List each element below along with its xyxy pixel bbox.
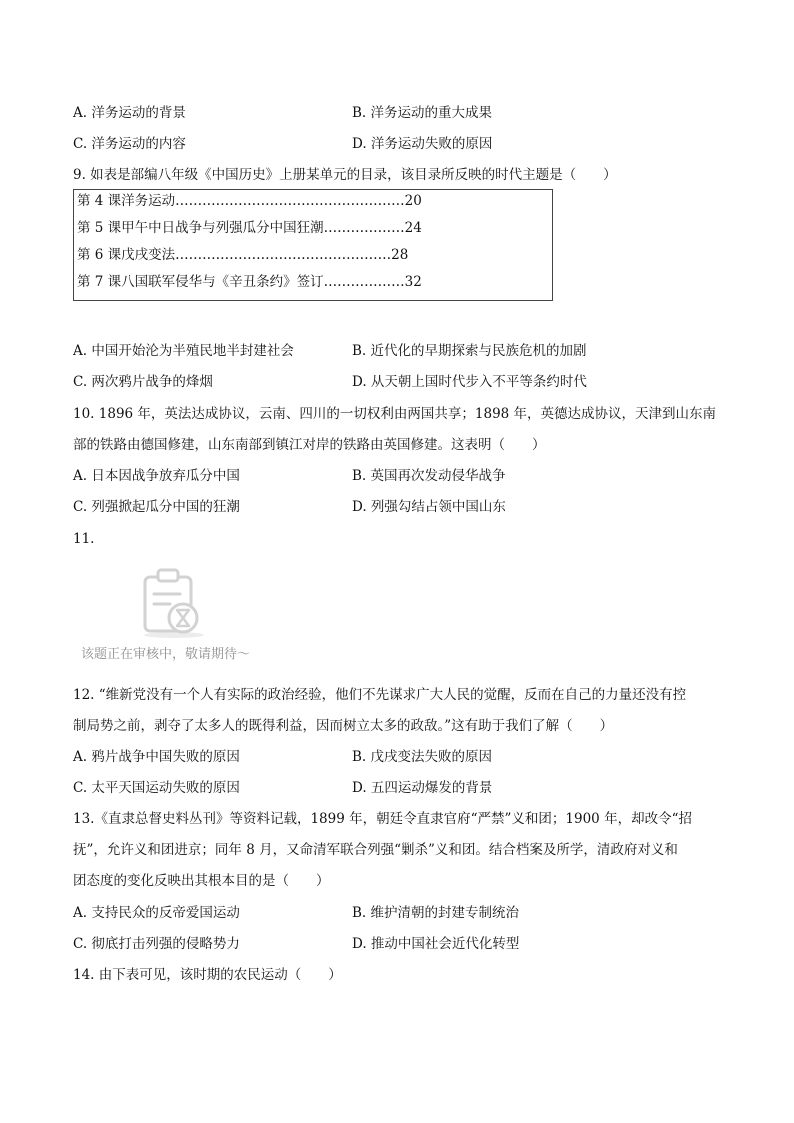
q9-option-d[interactable]: D. 从天朝上国时代步入不平等条约时代 — [352, 374, 587, 390]
q9-toc-table — [73, 189, 553, 301]
toc-row-title: 第 6 课戊戌变法………………………………………… — [77, 247, 392, 263]
q13-option-c[interactable]: C. 彻底打击列强的侵略势力 — [73, 936, 240, 952]
q9-option-b[interactable]: B. 近代化的早期探索与民族危机的加剧 — [352, 343, 587, 359]
q13-option-b[interactable]: B. 维护清朝的封建专制统治 — [352, 905, 520, 921]
clipboard-hourglass-icon — [136, 567, 212, 643]
toc-row — [77, 272, 422, 292]
toc-row-page: 28 — [391, 247, 409, 263]
toc-row — [77, 245, 408, 265]
q12-stem-line1: 12. “维新党没有一个人有实际的政治经验，他们不先谋求广大人民的觉醒，反而在自己的力量还没有控 — [73, 687, 687, 703]
pending-review-text: 该题正在审核中，敬请期待～ — [81, 647, 251, 662]
q12-option-c[interactable]: C. 太平天国运动失败的原因 — [73, 780, 240, 796]
toc-row-page: 24 — [404, 220, 422, 236]
q8-option-c[interactable]: C. 洋务运动的内容 — [73, 136, 186, 152]
toc-row-page: 32 — [404, 274, 422, 290]
q10-option-b[interactable]: B. 英国再次发动侵华战争 — [352, 468, 506, 484]
toc-row — [77, 218, 422, 238]
toc-row — [77, 191, 422, 211]
q12-option-d[interactable]: D. 五四运动爆发的背景 — [352, 780, 493, 796]
q9-option-a[interactable]: A. 中国开始沦为半殖民地半封建社会 — [73, 343, 294, 359]
q8-option-a[interactable]: A. 洋务运动的背景 — [73, 105, 186, 121]
q10-option-a[interactable]: A. 日本因战争放弃瓜分中国 — [73, 468, 240, 484]
q8-option-d[interactable]: D. 洋务运动失败的原因 — [352, 136, 493, 152]
q10-option-d[interactable]: D. 列强勾结占领中国山东 — [352, 499, 506, 515]
q8-option-b[interactable]: B. 洋务运动的重大成果 — [352, 105, 493, 121]
q12-stem-line2: 制局势之前，剥夺了太多人的既得利益，因而树立太多的政敌。”这有助于我们了解（ ） — [73, 718, 614, 734]
q12-option-a[interactable]: A. 鸦片战争中国失败的原因 — [73, 749, 240, 765]
q13-option-a[interactable]: A. 支持民众的反帝爱国运动 — [73, 905, 240, 921]
q13-stem-line3: 团态度的变化反映出其根本目的是（ ） — [73, 873, 330, 889]
q10-option-c[interactable]: C. 列强掀起瓜分中国的狂潮 — [73, 499, 240, 515]
toc-row-title: 第 5 课甲午中日战争与列强瓜分中国狂潮……………… — [77, 220, 405, 236]
toc-row-title: 第 7 课八国联军侵华与《辛丑条约》签订……………… — [77, 274, 405, 290]
q9-option-c[interactable]: C. 两次鸦片战争的烽烟 — [73, 374, 213, 390]
q13-stem-line1: 13.《直隶总督史料丛刊》等资料记载，1899 年，朝廷令直隶官府“严禁”义和团；1900 年，却改令“招 — [73, 811, 692, 827]
q10-stem-line2: 部的铁路由德国修建，山东南部到镇江对岸的铁路由英国修建。这表明（ ） — [73, 437, 546, 453]
q12-option-b[interactable]: B. 戊戌变法失败的原因 — [352, 749, 493, 765]
q11-number: 11. — [73, 531, 95, 547]
toc-row-title: 第 4 课洋务运动…………………………………………… — [77, 193, 405, 209]
q14-stem: 14. 由下表可见，该时期的农民运动（ ） — [73, 967, 342, 983]
q10-stem-line1: 10. 1896 年，英法达成协议，云南、四川的一切权利由两国共享；1898 年，英德达成协议，天津到山东南 — [73, 406, 717, 422]
q9-stem: 9. 如表是部编八年级《中国历史》上册某单元的目录，该目录所反映的时代主题是（ ） — [73, 167, 617, 183]
q13-option-d[interactable]: D. 推动中国社会近代化转型 — [352, 936, 520, 952]
toc-row-page: 20 — [404, 193, 422, 209]
q13-stem-line2: 抚”，允许义和团进京；同年 8 月，又命清军联合列强“剿杀”义和团。结合档案及所学，清政府对义和 — [73, 842, 678, 858]
